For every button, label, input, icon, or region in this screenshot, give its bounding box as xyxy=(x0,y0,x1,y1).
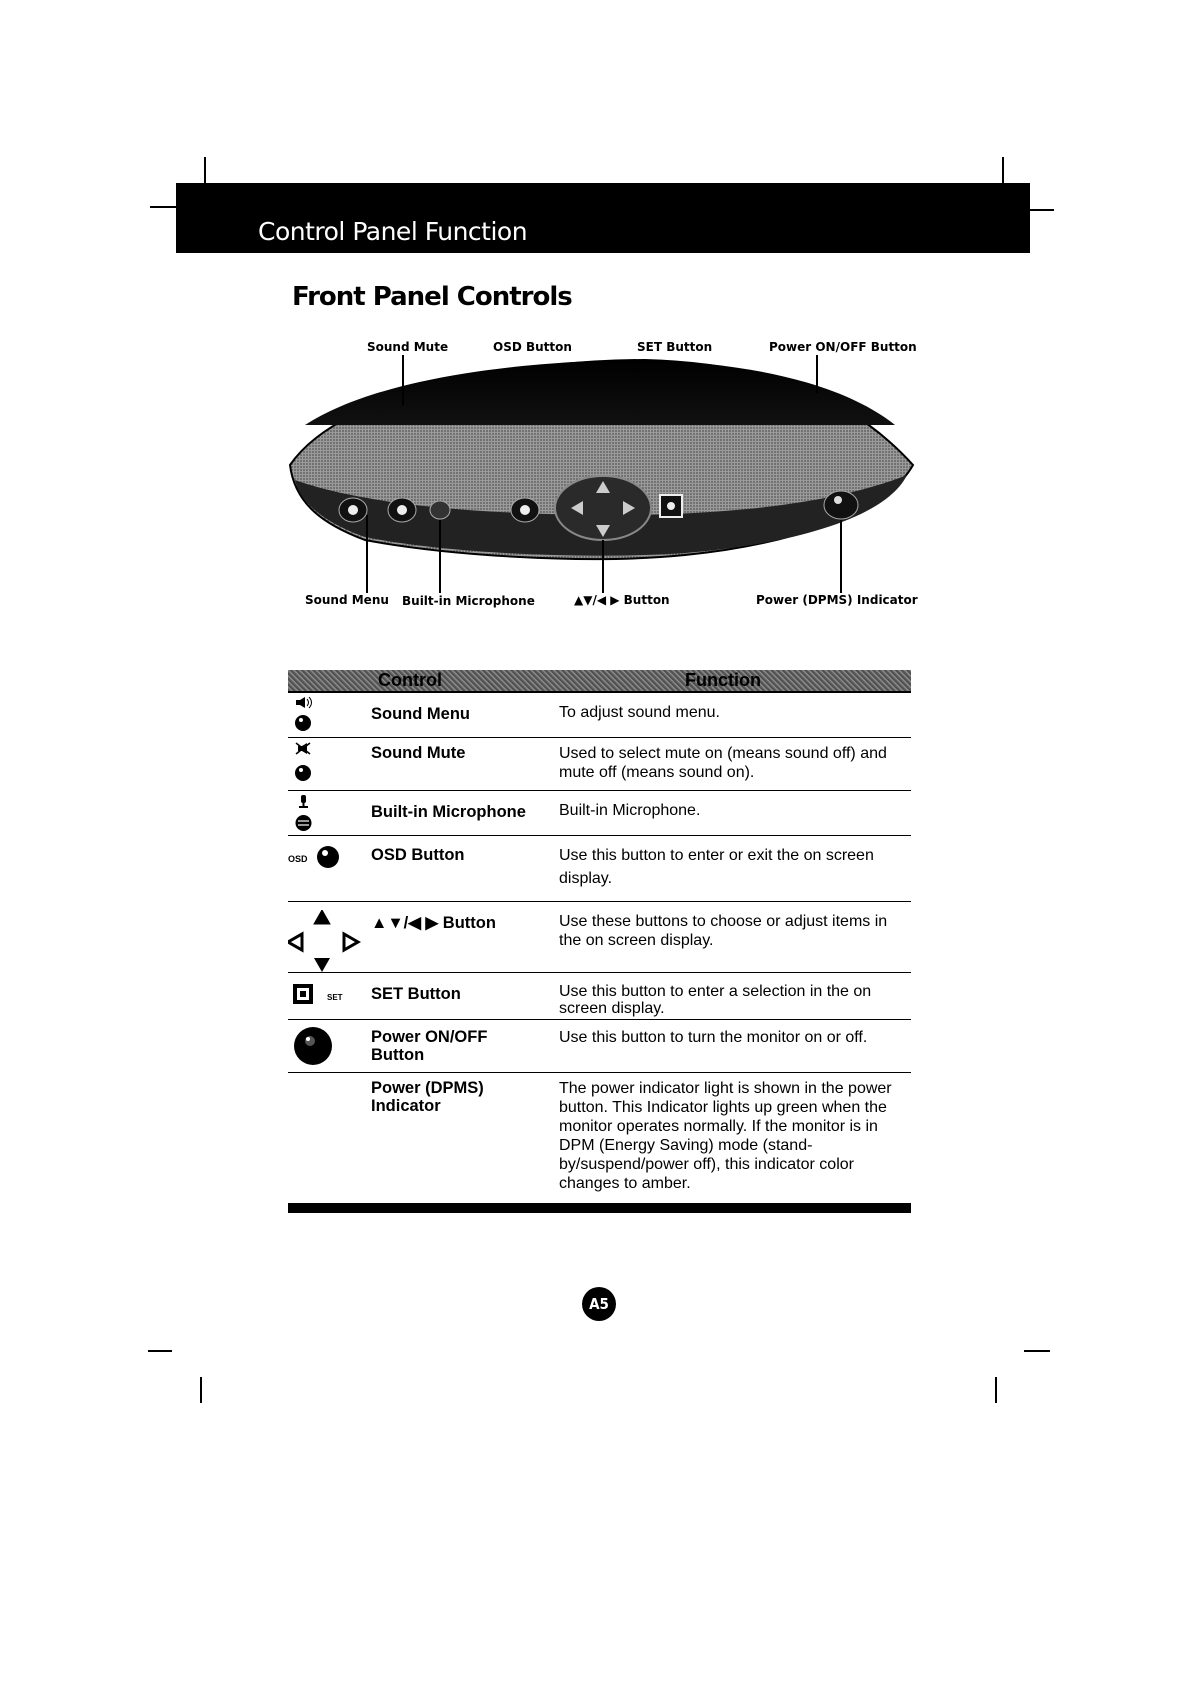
row-function-text: Used to select mute on (means sound off) and mute off (means sound on). xyxy=(559,745,887,781)
row-function-text: The power indicator light is shown in the power button. This Indicator lights up green when the monitor operates normally. If the monitor is in DPM (Energy Saving) mode (stand-by/suspend/power off), this indicator color changes to amber. xyxy=(559,1080,892,1192)
header-control: Control xyxy=(378,670,442,690)
row-control-label: Power ON/OFF Button xyxy=(371,1028,488,1064)
header-banner xyxy=(176,183,1030,253)
set-icon-label: SET xyxy=(327,993,343,1002)
crop-mark xyxy=(1002,157,1004,183)
controls-table xyxy=(288,670,911,1213)
label-microphone: Built-in Microphone xyxy=(402,594,535,608)
table-row xyxy=(288,693,911,738)
row-control-label: Sound Mute xyxy=(371,744,466,762)
header-function: Function xyxy=(685,670,761,690)
table-row xyxy=(288,836,911,902)
section-title: Front Panel Controls xyxy=(292,282,572,312)
row-function-text: Use this button to enter a selection in the on screen display. xyxy=(559,983,872,1017)
row-control-label: Power (DPMS) Indicator xyxy=(371,1079,484,1115)
row-control-label: Sound Menu xyxy=(371,705,470,723)
arrow-buttons-icon xyxy=(288,910,368,979)
label-sound-menu: Sound Menu xyxy=(305,593,389,607)
page-number-badge: A5 xyxy=(582,1287,616,1321)
table-row xyxy=(288,1020,911,1073)
label-power-button: Power ON/OFF Button xyxy=(769,340,917,354)
table-row xyxy=(288,791,911,836)
speaker-icon xyxy=(294,697,316,738)
row-function-text: Use these buttons to choose or adjust items in the on screen display. xyxy=(559,913,888,949)
table-row xyxy=(288,902,911,973)
label-set-button: SET Button xyxy=(637,340,713,354)
crop-mark xyxy=(150,206,176,208)
table-row xyxy=(288,973,911,1020)
monitor-panel-illustration xyxy=(285,355,915,595)
crop-mark xyxy=(1030,209,1054,211)
label-osd-button: OSD Button xyxy=(493,340,572,354)
row-function-text: Use this button to enter or exit the on screen display. xyxy=(559,847,874,887)
crop-mark xyxy=(204,157,206,183)
mute-icon xyxy=(294,742,316,789)
microphone-icon xyxy=(294,794,316,839)
row-function-text: Use this button to turn the monitor on or off. xyxy=(559,1029,868,1046)
row-control-label: Built-in Microphone xyxy=(371,803,526,821)
table-end-bar xyxy=(288,1203,911,1213)
osd-icon xyxy=(288,844,344,879)
table-row xyxy=(288,1073,911,1203)
crop-mark xyxy=(995,1377,997,1403)
power-icon xyxy=(293,1026,333,1071)
label-arrow-buttons: ▲▼/◀ ▶ Button xyxy=(574,593,670,607)
row-control-label: ▲▼/◀ ▶ Button xyxy=(371,914,496,932)
row-function-text: Built-in Microphone. xyxy=(559,802,701,819)
table-row xyxy=(288,738,911,791)
label-power-indicator: Power (DPMS) Indicator xyxy=(756,593,918,607)
crop-mark xyxy=(1024,1350,1050,1352)
row-control-label: SET Button xyxy=(371,985,461,1003)
page-title: Control Panel Function xyxy=(258,217,528,246)
label-sound-mute: Sound Mute xyxy=(367,340,449,354)
osd-icon-label: OSD xyxy=(288,854,308,864)
row-function-text: To adjust sound menu. xyxy=(559,704,720,721)
crop-mark xyxy=(200,1377,202,1403)
table-header xyxy=(288,670,911,693)
row-control-label: OSD Button xyxy=(371,846,465,864)
set-icon xyxy=(292,983,352,1014)
crop-mark xyxy=(148,1350,172,1352)
